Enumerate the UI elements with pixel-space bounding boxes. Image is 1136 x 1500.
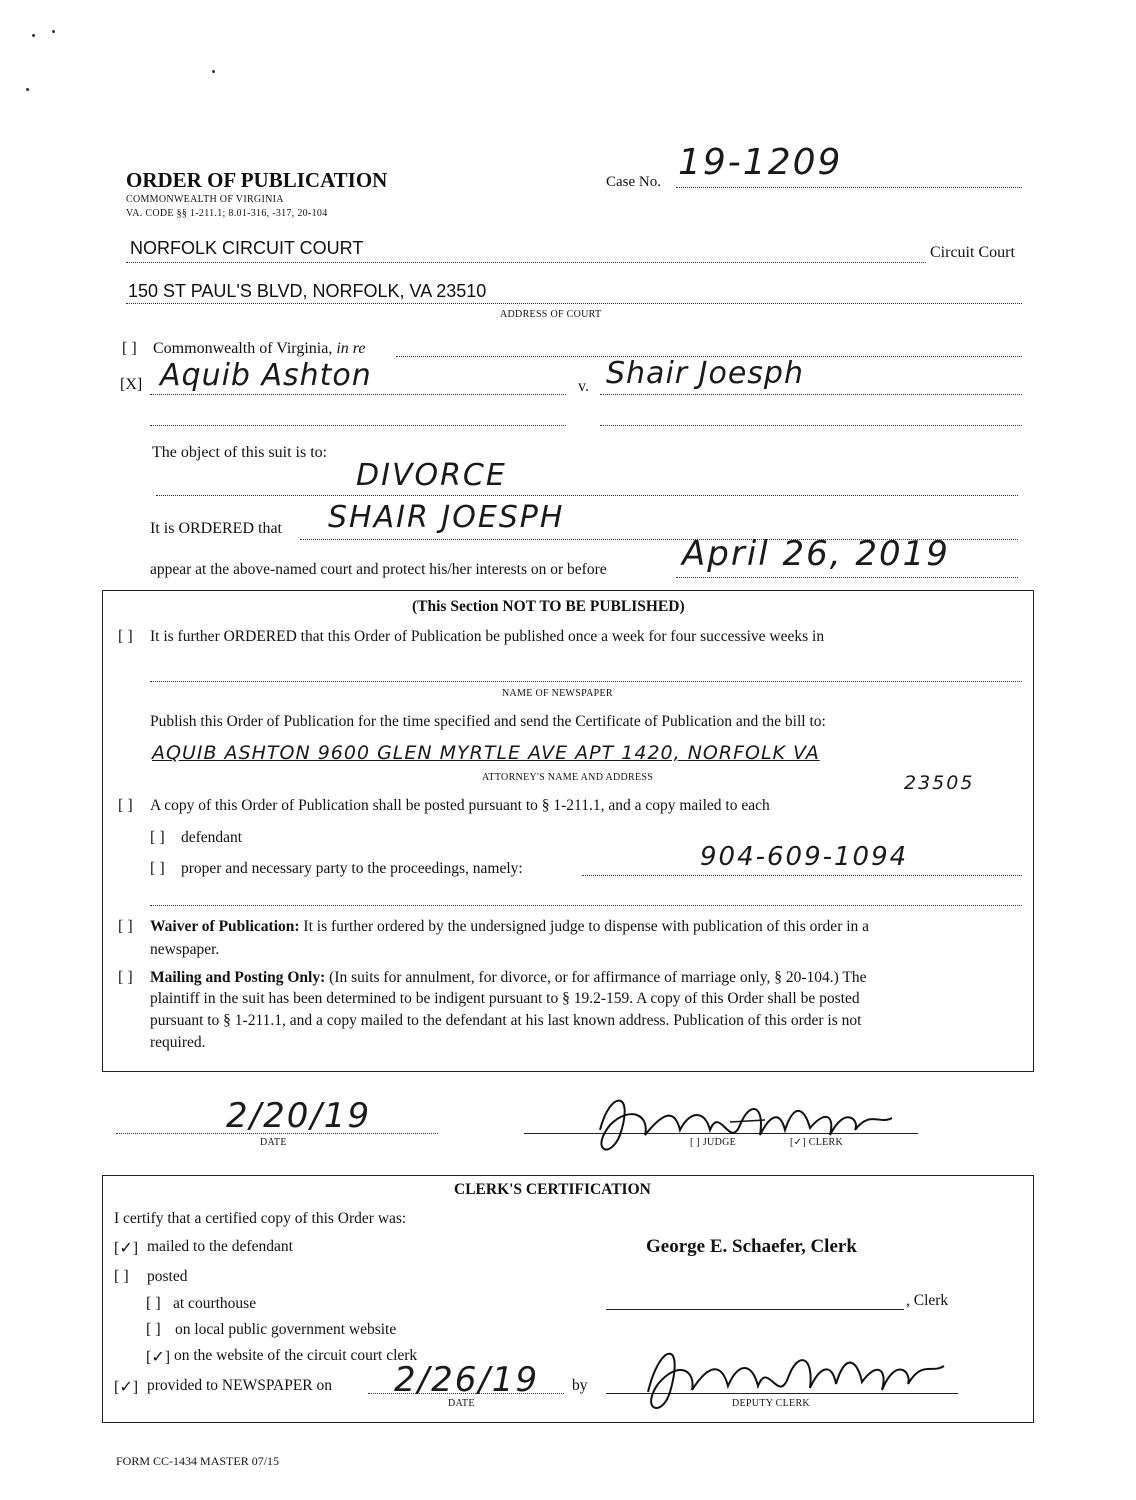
deputy-clerk-caption: DEPUTY CLERK bbox=[732, 1398, 810, 1409]
courthouse-checkbox[interactable]: [ ] bbox=[146, 1295, 161, 1312]
ordered-label: It is ORDERED that bbox=[150, 520, 282, 537]
mailing-text-1 bbox=[150, 969, 866, 987]
appear-text: appear at the above-named court and protect his/her interests on or before bbox=[150, 561, 607, 578]
commonwealth-text: Commonwealth of Virginia, bbox=[153, 340, 333, 357]
circuit-website-checkbox[interactable]: [✓] bbox=[146, 1349, 171, 1366]
court-address: 150 ST PAUL'S BLVD, NORFOLK, VA 23510 bbox=[128, 281, 487, 301]
posted-text: posted bbox=[147, 1268, 188, 1285]
court-name: NORFOLK CIRCUIT COURT bbox=[130, 238, 364, 258]
scan-speck bbox=[212, 70, 215, 73]
unpublished-heading: (This Section NOT TO BE PUBLISHED) bbox=[412, 598, 685, 615]
mailing-body-2: plaintiff in the suit has been determined to be indigent pursuant to § 19.2-159. A copy of this Order shall be posted bbox=[150, 990, 860, 1007]
mailing-body-1: (In suits for annulment, for divorce, or for affirmance of marriage only, § 20-104.) The bbox=[329, 969, 867, 986]
court-address-line bbox=[126, 302, 1022, 304]
attorney-zip: 23505 bbox=[904, 772, 975, 794]
clerk-suffix: , Clerk bbox=[906, 1292, 949, 1309]
scan-speck bbox=[32, 34, 35, 37]
newspaper-line bbox=[150, 680, 1022, 682]
commonwealth-checkbox[interactable]: [ ] bbox=[122, 340, 137, 357]
newspaper-caption: NAME OF NEWSPAPER bbox=[502, 688, 613, 699]
circuit-court-label: Circuit Court bbox=[930, 244, 1015, 261]
party-option-checkbox[interactable]: [ ] bbox=[150, 860, 165, 877]
posted-copy-checkbox[interactable]: [ ] bbox=[118, 797, 133, 814]
defendant-checkbox[interactable]: [ ] bbox=[150, 829, 165, 846]
waiver-body: It is further ordered by the undersigned judge to dispense with publication of this order in a bbox=[303, 918, 870, 935]
certification-heading: CLERK'S CERTIFICATION bbox=[454, 1181, 651, 1198]
commonwealth-label bbox=[153, 340, 366, 358]
local-website-checkbox[interactable]: [ ] bbox=[146, 1321, 161, 1338]
newspaper-provided-text: provided to NEWSPAPER on bbox=[147, 1377, 333, 1394]
form-title: ORDER OF PUBLICATION bbox=[126, 168, 388, 192]
waiver-text bbox=[150, 918, 869, 936]
mailed-text: mailed to the defendant bbox=[147, 1238, 293, 1255]
mailing-body-3: pursuant to § 1-211.1, and a copy mailed to the defendant at his last known address. Publication of this order is not bbox=[150, 1012, 862, 1029]
newspaper-date-caption: DATE bbox=[448, 1398, 475, 1409]
clerk-checkbox[interactable]: [✓] CLERK bbox=[790, 1137, 844, 1148]
attorney-value: AQUIB ASHTON 9600 GLEN MYRTLE AVE APT 1420, NORFOLK VA bbox=[152, 742, 820, 764]
plaintiff-line-2 bbox=[150, 424, 566, 426]
waiver-checkbox[interactable]: [ ] bbox=[118, 918, 133, 935]
object-value: DIVORCE bbox=[356, 458, 507, 493]
versus-label: v. bbox=[578, 378, 589, 395]
defendant-line-2 bbox=[600, 424, 1022, 426]
party-option-value: 904-609-1094 bbox=[700, 842, 909, 872]
signature-date-caption: DATE bbox=[260, 1137, 287, 1148]
local-website-text: on local public government website bbox=[175, 1321, 397, 1338]
newspaper-date-value: 2/26/19 bbox=[394, 1360, 540, 1400]
waiver-body-2: newspaper. bbox=[150, 941, 220, 958]
in-re-text: in re bbox=[336, 340, 366, 357]
ordered-value: SHAIR JOESPH bbox=[328, 500, 565, 535]
party-option-line-2 bbox=[150, 904, 1022, 906]
publish-newspaper-text: It is further ORDERED that this Order of Publication be published once a week for four successive weeks in bbox=[150, 628, 825, 645]
case-number-value: 19-1209 bbox=[678, 142, 843, 183]
circuit-website-text: on the website of the circuit court clerk bbox=[174, 1347, 418, 1364]
party-option-line bbox=[582, 874, 1022, 876]
plaintiff-line bbox=[150, 393, 566, 395]
appear-date-line bbox=[676, 576, 1018, 578]
defendant-option-text: defendant bbox=[181, 829, 243, 846]
object-line bbox=[156, 494, 1018, 496]
clerk-name: George E. Schaefer, Clerk bbox=[646, 1236, 857, 1257]
attorney-caption: ATTORNEY'S NAME AND ADDRESS bbox=[482, 772, 654, 783]
case-number-line bbox=[676, 186, 1022, 188]
party-option-text: proper and necessary party to the proceedings, namely: bbox=[181, 860, 523, 877]
appear-date: April 26, 2019 bbox=[682, 534, 950, 574]
plaintiff-name: Aquib Ashton bbox=[160, 358, 372, 393]
court-name-line bbox=[126, 261, 926, 263]
party-checkbox[interactable]: [X] bbox=[120, 376, 143, 393]
publish-newspaper-checkbox[interactable]: [ ] bbox=[118, 628, 133, 645]
posted-copy-text: A copy of this Order of Publication shall be posted pursuant to § 1-211.1, and a copy mailed to each bbox=[150, 797, 770, 814]
scan-speck bbox=[52, 30, 55, 33]
mailing-body-4: required. bbox=[150, 1034, 206, 1051]
certification-intro: I certify that a certified copy of this Order was: bbox=[114, 1210, 407, 1227]
mailed-checkbox[interactable]: [✓] bbox=[114, 1240, 139, 1257]
mailing-checkbox[interactable]: [ ] bbox=[118, 969, 133, 986]
waiver-heading: Waiver of Publication: bbox=[150, 918, 300, 935]
defendant-line bbox=[600, 393, 1022, 395]
form-number: FORM CC-1434 MASTER 07/15 bbox=[116, 1454, 280, 1468]
signature-date-line bbox=[116, 1132, 438, 1134]
mailing-heading: Mailing and Posting Only: bbox=[150, 969, 326, 986]
scan-speck bbox=[26, 88, 29, 91]
case-label: Case No. bbox=[606, 174, 661, 190]
courthouse-text: at courthouse bbox=[173, 1295, 257, 1312]
by-label: by bbox=[572, 1377, 588, 1394]
publish-instruction: Publish this Order of Publication for the time specified and send the Certificate of Publication and the bill to: bbox=[150, 713, 826, 730]
form-subtitle: COMMONWEALTH OF VIRGINIA bbox=[126, 194, 284, 205]
object-label: The object of this suit is to: bbox=[152, 444, 328, 461]
posted-checkbox[interactable]: [ ] bbox=[114, 1268, 129, 1285]
newspaper-checkbox[interactable]: [✓] bbox=[114, 1379, 139, 1396]
form-code-reference: VA. CODE §§ 1-211.1; 8.01-316, -317, 20-104 bbox=[126, 208, 328, 219]
judge-signature-image bbox=[580, 1080, 900, 1164]
defendant-name: Shair Joesph bbox=[606, 356, 804, 391]
judge-checkbox[interactable]: [ ] JUDGE bbox=[690, 1137, 737, 1148]
address-caption: ADDRESS OF COURT bbox=[500, 309, 602, 320]
clerk-line bbox=[606, 1308, 904, 1310]
signature-date-value: 2/20/19 bbox=[226, 1096, 372, 1136]
